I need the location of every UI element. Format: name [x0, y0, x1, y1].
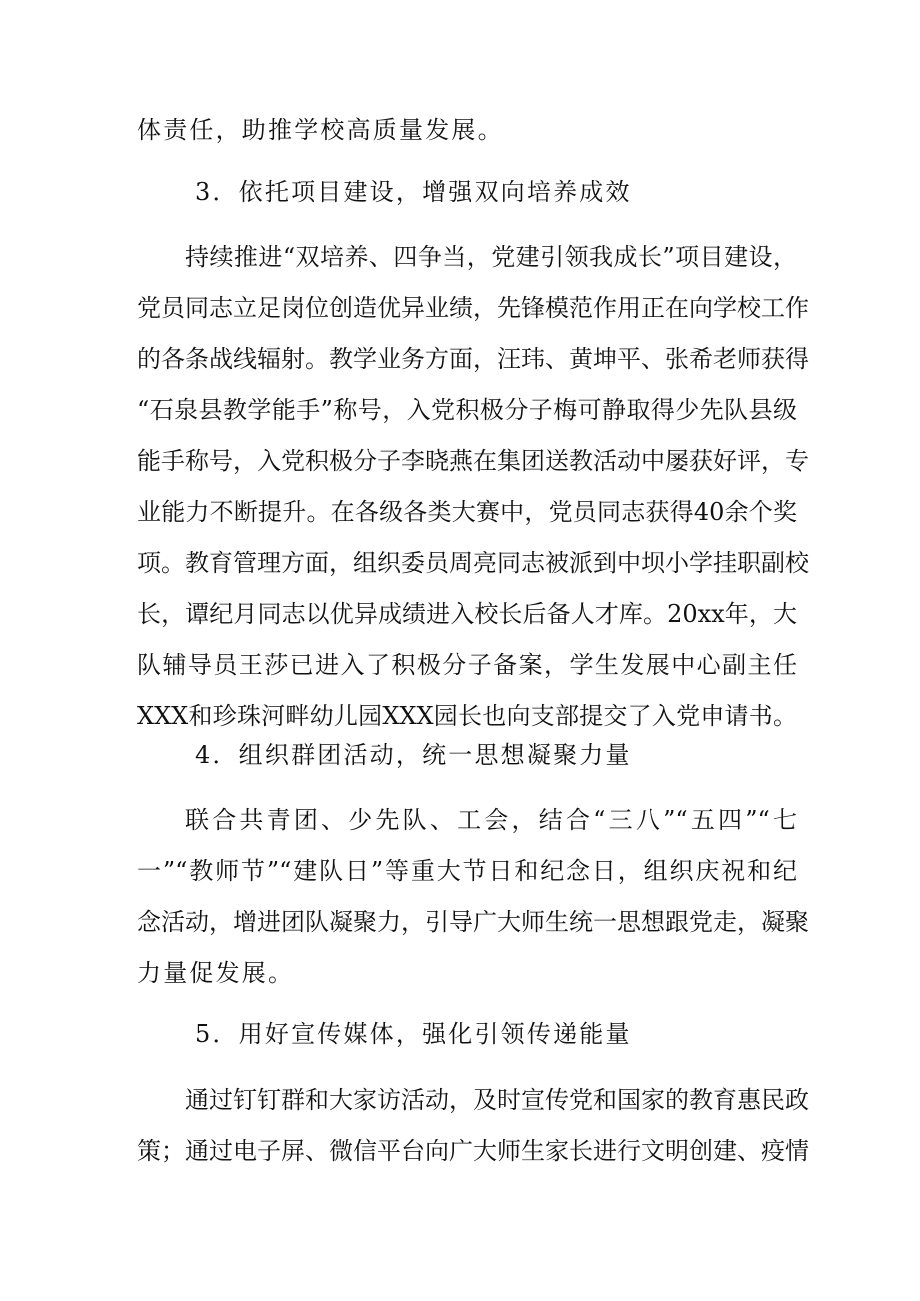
paragraph-line: 一”“教师节”“建队日”等重大节日和纪念日，组织庆祝和纪 — [137, 857, 797, 885]
paragraph-line: 能手称号，入党积极分子李晓燕在集团送教活动中屡获好评，专 — [137, 447, 809, 475]
section-heading-3: 3．依托项目建设，增强双向培养成效 — [195, 178, 632, 206]
paragraph-line: 体责任，助推学校高质量发展。 — [137, 116, 504, 144]
paragraph-line: 通过钉钉群和大家访活动，及时宣传党和国家的教育惠民政 — [185, 1086, 809, 1114]
paragraph-line: 念活动，增进团队凝聚力，引导广大师生统一思想跟党走，凝聚 — [137, 908, 809, 936]
paragraph-line: 的各条战线辐射。教学业务方面，汪玮、黄坤平、张希老师获得 — [137, 345, 809, 373]
paragraph-line: XXX和珍珠河畔幼儿园XXX园长也向支部提交了入党申请书。 — [137, 702, 797, 730]
paragraph-line: 策；通过电子屏、微信平台向广大师生家长进行文明创建、疫情 — [137, 1137, 809, 1165]
paragraph-line: 党员同志立足岗位创造优异业绩，先锋模范作用正在向学校工作 — [137, 294, 809, 322]
paragraph-line: 联合共青团、少先队、工会，结合“三八”“五四”“七 — [185, 806, 797, 834]
paragraph-line: 业能力不断提升。在各级各类大赛中，党员同志获得40余个奖 — [137, 498, 797, 526]
paragraph-line: 力量促发展。 — [137, 959, 295, 987]
paragraph-line: “石泉县教学能手”称号，入党积极分子梅可静取得少先队县级 — [137, 396, 797, 424]
paragraph-line: 持续推进“双培养、四争当，党建引领我成长”项目建设， — [185, 243, 797, 271]
paragraph-line: 长，谭纪月同志以优异成绩进入校长后备人才库。20xx年，大 — [137, 600, 797, 628]
section-heading-5: 5．用好宣传媒体，强化引领传递能量 — [195, 1020, 632, 1048]
section-heading-4: 4．组织群团活动，统一思想凝聚力量 — [195, 741, 632, 769]
paragraph-line: 队辅导员王莎已进入了积极分子备案，学生发展中心副主任 — [137, 651, 797, 679]
paragraph-line: 项。教育管理方面，组织委员周亮同志被派到中坝小学挂职副校 — [137, 549, 809, 577]
